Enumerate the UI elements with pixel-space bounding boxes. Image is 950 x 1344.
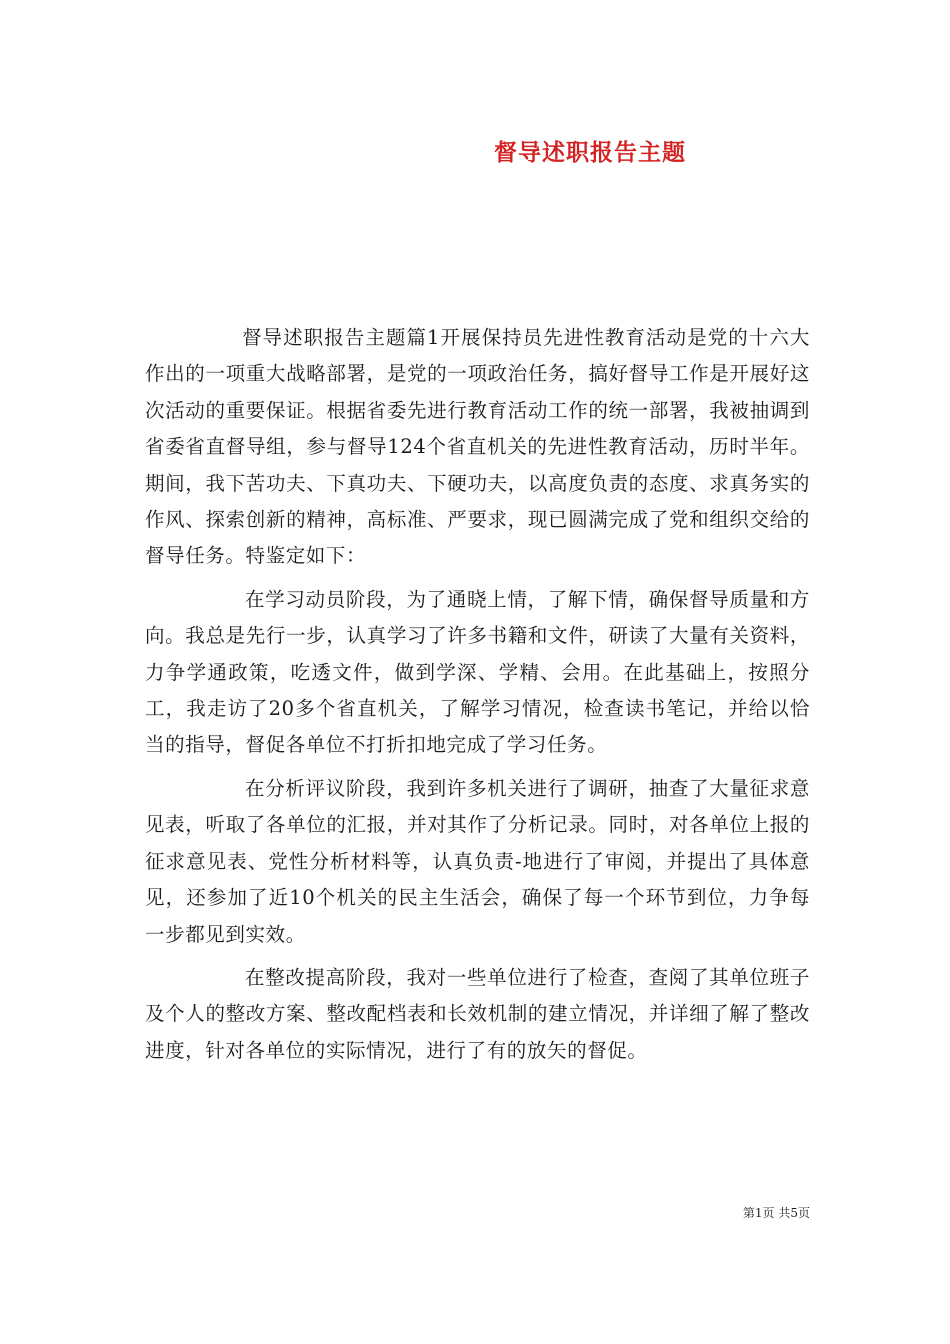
paragraph-rectification-stage: 在整改提高阶段，我对一些单位进行了检查，查阅了其单位班子及个人的整改方案、整改配档表和长效机制的建立情况，并详细了解了整改进度，针对各单位的实际情况，进行了有的放矢的督促。 xyxy=(145,965,810,1062)
paragraph-study-stage: 在学习动员阶段，为了通晓上情，了解下情，确保督导质量和方向。我总是先行一步，认真学习了许多书籍和文件，研读了大量有关资料，力争学通政策，吃透文件，做到学深、学精、会用。在此基础上，按照分工，我走访了20多个省直机关，了解学习情况，检查读书笔记，并给以恰当的指导，督促各单位不打折扣地完成了学习任务。 xyxy=(145,587,810,757)
page-number-footer: 第1页 共5页 xyxy=(742,1206,810,1220)
document-body xyxy=(145,320,810,1069)
document-title: 督导述职报告主题 xyxy=(494,139,686,166)
paragraph-analysis-stage: 在分析评议阶段，我到许多机关进行了调研，抽查了大量征求意见表，听取了各单位的汇报，并对其作了分析记录。同时，对各单位上报的征求意见表、党性分析材料等，认真负责-地进行了审阅，并提出了具体意见，还参加了近10个机关的民主生活会，确保了每一个环节到位，力争每一步都见到实效。 xyxy=(145,776,810,946)
paragraph-intro: 督导述职报告主题篇1开展保持员先进性教育活动是党的十六大作出的一项重大战略部署，是党的一项政治任务，搞好督导工作是开展好这次活动的重要保证。根据省委先进行教育活动工作的统一部署，我被抽调到省委省直督导组，参与督导124个省直机关的先进性教育活动，历时半年。期间，我下苦功夫、下真功夫、下硬功夫，以高度负责的态度、求真务实的作风、探索创新的精神，高标准、严要求，现已圆满完成了党和组织交给的督导任务。特鉴定如下： xyxy=(145,326,810,568)
